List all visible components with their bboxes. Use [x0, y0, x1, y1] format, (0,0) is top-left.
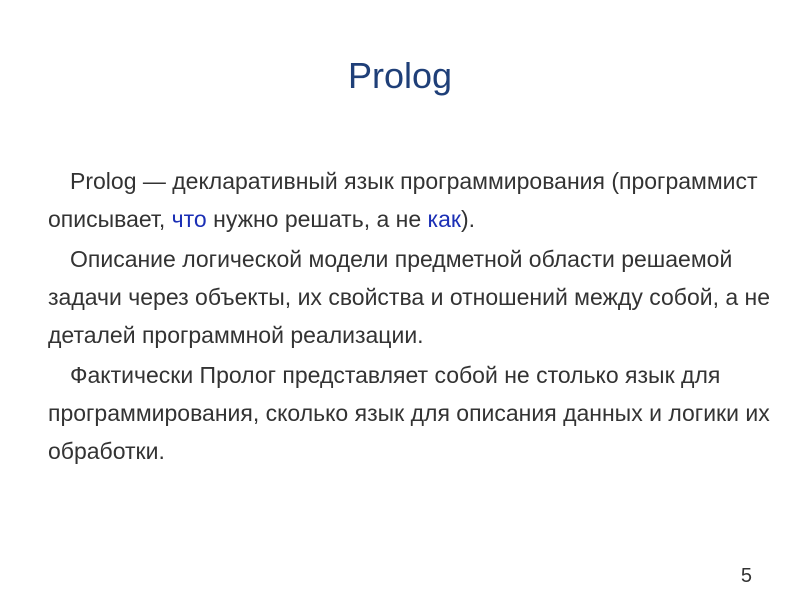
- paragraph-data-logic: Фактически Пролог представляет собой не столько язык для программирования, сколько язык для описания данных и логики их обработки.: [48, 362, 770, 464]
- highlight-what: что: [171, 206, 207, 232]
- page-number: 5: [740, 565, 752, 587]
- slide-body: [48, 162, 783, 470]
- paragraph-1-text-middle: нужно решать, а не: [206, 206, 428, 232]
- paragraph-prolog-definition: [48, 162, 783, 238]
- highlight-how: как: [427, 206, 461, 232]
- slide-title: Prolog: [347, 55, 453, 96]
- paragraph-logical-model: Описание логической модели предметной области решаемой задачи через объекты, их свойства и отношений между собой, а не деталей программной реализации.: [48, 246, 771, 348]
- paragraph-1-text-end: ).: [460, 206, 476, 232]
- paragraph-1-text-start: Prolog — декларативный язык программирования (программист описывает,: [48, 168, 758, 232]
